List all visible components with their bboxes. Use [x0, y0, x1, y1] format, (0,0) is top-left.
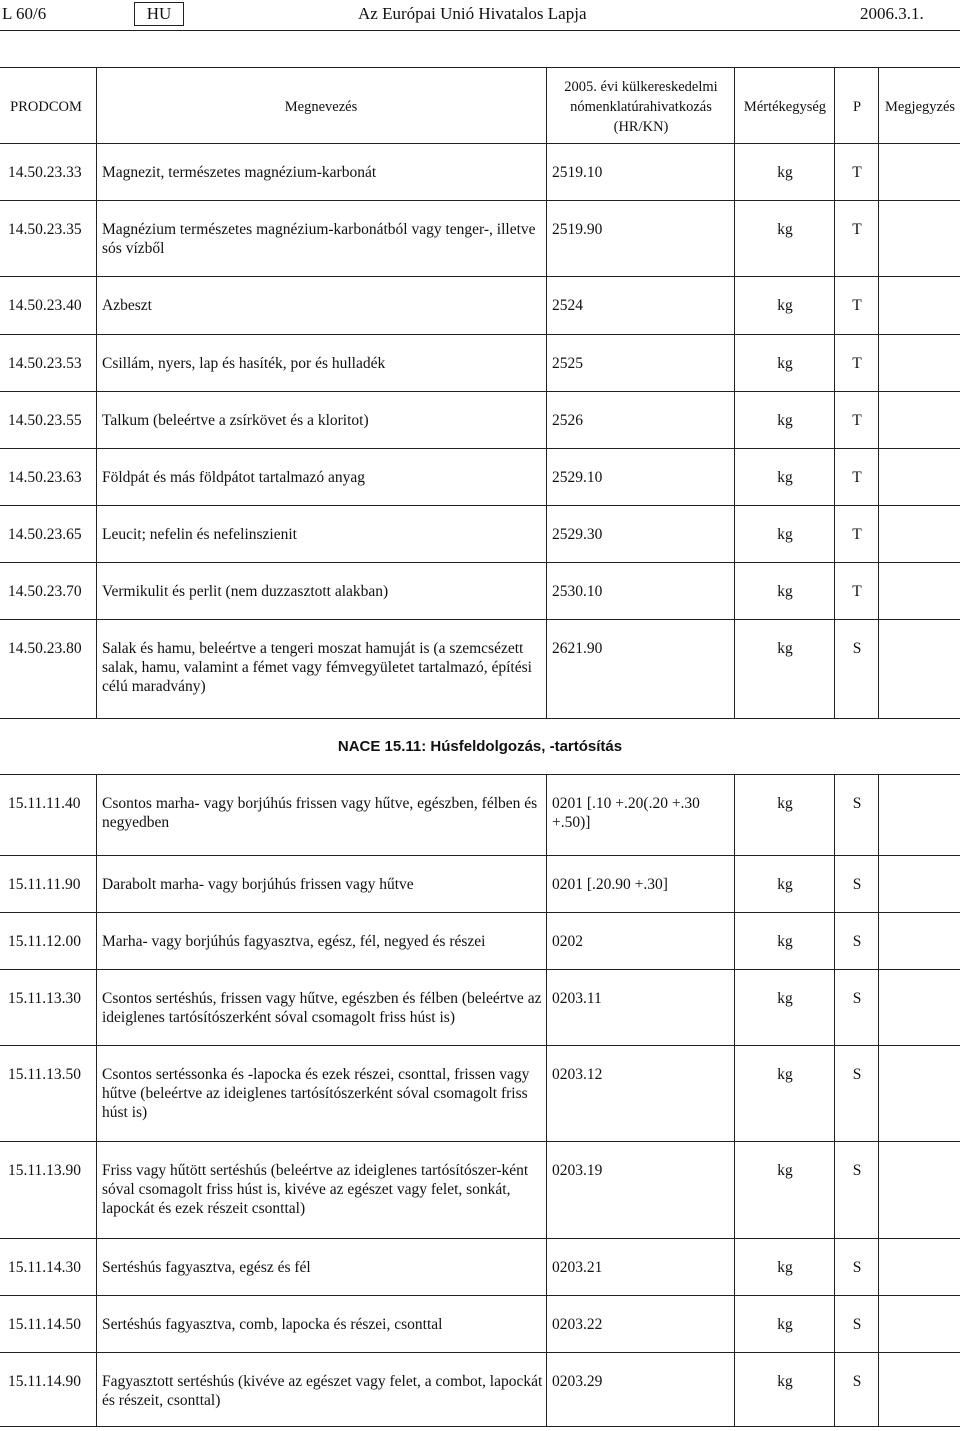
header-prodcom: PRODCOM — [10, 99, 82, 115]
cell-p: S — [852, 795, 862, 812]
cell-unit: kg — [777, 990, 793, 1007]
section-title: NACE 15.11: Húsfeldolgozás, -tartósítás — [337, 738, 623, 755]
column-divider — [96, 1045, 97, 1141]
language-badge: HU — [134, 2, 184, 26]
column-divider — [878, 562, 879, 619]
column-divider — [734, 969, 735, 1045]
column-divider — [546, 774, 547, 855]
column-divider — [96, 200, 97, 276]
cell-name: Azbeszt — [102, 297, 152, 314]
cell-cn: 0203.11 — [552, 990, 602, 1007]
cell-p: S — [852, 1162, 862, 1179]
header-note: Megjegyzés — [884, 99, 956, 115]
cell-cn: 2526 — [552, 412, 583, 429]
cell-cn: 2529.10 — [552, 469, 603, 486]
journal-title: Az Európai Unió Hivatalos Lapja — [358, 4, 587, 23]
column-divider — [96, 276, 97, 334]
column-divider — [734, 1295, 735, 1352]
cell-name: Magnezit, természetes magnézium-karbonát — [102, 164, 377, 181]
column-divider — [96, 334, 97, 391]
header-bottom-border — [0, 143, 960, 144]
cell-name: Marha- vagy borjúhús fagyasztva, egész, fél, negyed és részei — [102, 933, 486, 950]
page-header — [0, 0, 960, 30]
cell-p: S — [852, 1066, 862, 1083]
column-divider — [878, 912, 879, 969]
cell-cn: 0203.21 — [552, 1259, 603, 1276]
cell-cn: 0202 — [552, 933, 583, 950]
cell-unit: kg — [777, 469, 793, 486]
column-divider — [878, 619, 879, 718]
column-divider — [834, 1045, 835, 1141]
column-divider — [878, 334, 879, 391]
header-column-divider — [546, 67, 547, 143]
column-divider — [546, 276, 547, 334]
column-divider — [546, 855, 547, 912]
cell-p: T — [852, 164, 862, 181]
header-column-divider — [878, 67, 879, 143]
column-divider — [546, 1141, 547, 1238]
column-divider — [546, 912, 547, 969]
row-divider — [0, 855, 960, 856]
column-divider — [878, 969, 879, 1045]
cell-unit: kg — [777, 1259, 793, 1276]
cell-code: 15.11.14.50 — [8, 1316, 82, 1333]
header-unit: Mértékegység — [743, 99, 827, 115]
column-divider — [734, 912, 735, 969]
cell-cn: 0201 [.10 +.20(.20 +.30 +.50)] — [552, 795, 700, 831]
cell-cn: 2530.10 — [552, 583, 603, 600]
cell-p: S — [852, 640, 862, 657]
row-divider — [0, 1295, 960, 1296]
cell-unit: kg — [777, 1373, 793, 1390]
column-divider — [546, 1352, 547, 1426]
cell-cn: 0201 [.20.90 +.30] — [552, 876, 668, 893]
cell-code: 14.50.23.80 — [8, 640, 82, 657]
column-divider — [734, 391, 735, 448]
column-divider — [734, 1238, 735, 1295]
cell-p: T — [852, 412, 862, 429]
row-divider — [0, 1426, 960, 1427]
cell-cn: 0203.29 — [552, 1373, 603, 1390]
cell-name: Darabolt marha- vagy borjúhús frissen vagy hűtve — [102, 876, 414, 893]
cell-cn: 2529.30 — [552, 526, 603, 543]
cell-unit: kg — [777, 297, 793, 314]
cell-p: S — [852, 876, 862, 893]
cell-p: S — [852, 1316, 862, 1333]
column-divider — [834, 505, 835, 562]
column-divider — [834, 276, 835, 334]
cell-name: Leucit; nefelin és nefelinszienit — [102, 526, 297, 543]
row-divider — [0, 391, 960, 392]
column-divider — [546, 1045, 547, 1141]
row-divider — [0, 969, 960, 970]
cell-name: Sertéshús fagyasztva, comb, lapocka és részei, csonttal — [102, 1316, 443, 1333]
cell-name: Csontos marha- vagy borjúhús frissen vagy hűtve, egészben, félben és negyedben — [102, 795, 538, 831]
column-divider — [734, 562, 735, 619]
column-divider — [96, 505, 97, 562]
column-divider — [834, 1141, 835, 1238]
column-divider — [834, 855, 835, 912]
cell-code: 15.11.14.90 — [8, 1373, 82, 1390]
cell-name: Magnézium természetes magnézium-karbonátból vagy tenger-, illetve sós vízből — [102, 221, 536, 257]
row-divider — [0, 718, 960, 719]
table-top-border — [0, 67, 960, 68]
column-divider — [834, 774, 835, 855]
cell-code: 15.11.13.90 — [8, 1162, 82, 1179]
row-divider — [0, 562, 960, 563]
cell-name: Salak és hamu, beleértve a tengeri moszat hamuját is (a szemcsézett salak, hamu, valamint a fémet vagy fémvegyületet tartalmazó, építési célú maradvány) — [102, 640, 532, 695]
column-divider — [734, 334, 735, 391]
cell-code: 15.11.12.00 — [8, 933, 82, 950]
column-divider — [96, 391, 97, 448]
cell-name: Sertéshús fagyasztva, egész és fél — [102, 1259, 311, 1276]
column-divider — [878, 448, 879, 505]
column-divider — [834, 448, 835, 505]
cell-p: T — [852, 583, 862, 600]
header-column-divider — [834, 67, 835, 143]
cell-p: S — [852, 933, 862, 950]
column-divider — [734, 143, 735, 200]
column-divider — [546, 505, 547, 562]
cell-unit: kg — [777, 1316, 793, 1333]
cell-code: 14.50.23.65 — [8, 526, 82, 543]
row-divider — [0, 334, 960, 335]
cell-code: 14.50.23.70 — [8, 583, 82, 600]
row-divider — [0, 1141, 960, 1142]
cell-cn: 0203.22 — [552, 1316, 603, 1333]
cell-p: S — [852, 1373, 862, 1390]
header-p: P — [852, 99, 862, 115]
cell-name: Csontos sertéssonka és -lapocka és ezek részei, csonttal, frissen vagy hűtve (beleértve az ideiglenes tartósítószerként sóval csomagolt friss húst is) — [102, 1066, 530, 1121]
cell-unit: kg — [777, 164, 793, 181]
row-divider — [0, 1238, 960, 1239]
column-divider — [96, 1238, 97, 1295]
cell-unit: kg — [777, 583, 793, 600]
column-divider — [878, 143, 879, 200]
column-divider — [546, 562, 547, 619]
column-divider — [878, 391, 879, 448]
column-divider — [834, 969, 835, 1045]
column-divider — [96, 1352, 97, 1426]
column-divider — [546, 619, 547, 718]
column-divider — [546, 969, 547, 1045]
column-divider — [546, 1295, 547, 1352]
column-divider — [878, 855, 879, 912]
cell-name: Talkum (beleértve a zsírkövet és a kloritot) — [102, 412, 369, 429]
column-divider — [96, 143, 97, 200]
column-divider — [878, 276, 879, 334]
row-divider — [0, 1045, 960, 1046]
column-divider — [878, 1141, 879, 1238]
column-divider — [546, 448, 547, 505]
column-divider — [878, 1352, 879, 1426]
publication-date: 2006.3.1. — [860, 4, 924, 23]
cell-code: 14.50.23.53 — [8, 355, 82, 372]
column-divider — [96, 774, 97, 855]
cell-p: T — [852, 355, 862, 372]
cell-cn: 2519.90 — [552, 221, 603, 238]
cell-unit: kg — [777, 1066, 793, 1083]
row-divider — [0, 505, 960, 506]
cell-code: 15.11.13.30 — [8, 990, 82, 1007]
column-divider — [878, 1295, 879, 1352]
cell-p: T — [852, 221, 862, 238]
column-divider — [834, 391, 835, 448]
column-divider — [834, 619, 835, 718]
cell-p: T — [852, 469, 862, 486]
header-hs-cn: 2005. évi külkereskedelmi nómenklatúrahivatkozás (HR/KN) — [564, 79, 718, 135]
cell-code: 14.50.23.40 — [8, 297, 82, 314]
cell-name: Csontos sertéshús, frissen vagy hűtve, egészben és félben (beleértve az ideiglenes tartósítószerként sóval csomagolt friss húst is) — [102, 990, 542, 1026]
column-divider — [546, 1238, 547, 1295]
column-divider — [834, 143, 835, 200]
column-divider — [834, 562, 835, 619]
section-rule — [0, 774, 960, 775]
cell-unit: kg — [777, 640, 793, 657]
row-divider — [0, 1352, 960, 1353]
column-divider — [734, 855, 735, 912]
column-divider — [734, 1141, 735, 1238]
header-column-divider — [96, 67, 97, 143]
column-divider — [96, 969, 97, 1045]
column-divider — [96, 1295, 97, 1352]
cell-code: 14.50.23.55 — [8, 412, 82, 429]
column-divider — [96, 448, 97, 505]
cell-code: 15.11.11.40 — [8, 795, 81, 812]
cell-unit: kg — [777, 355, 793, 372]
column-divider — [546, 200, 547, 276]
column-divider — [734, 1352, 735, 1426]
page-number: L 60/6 — [2, 4, 47, 23]
column-divider — [878, 505, 879, 562]
column-divider — [834, 912, 835, 969]
row-divider — [0, 619, 960, 620]
header-name: Megnevezés — [284, 99, 358, 115]
cell-name: Csillám, nyers, lap és hasíték, por és hulladék — [102, 355, 386, 372]
column-divider — [878, 774, 879, 855]
row-divider — [0, 448, 960, 449]
column-divider — [96, 562, 97, 619]
column-divider — [878, 1045, 879, 1141]
cell-name: Földpát és más földpátot tartalmazó anyag — [102, 469, 365, 486]
cell-code: 14.50.23.63 — [8, 469, 82, 486]
column-divider — [546, 143, 547, 200]
column-divider — [734, 448, 735, 505]
column-divider — [96, 855, 97, 912]
cell-cn: 2519.10 — [552, 164, 603, 181]
cell-unit: kg — [777, 221, 793, 238]
row-divider — [0, 200, 960, 201]
column-divider — [734, 774, 735, 855]
column-divider — [734, 276, 735, 334]
cell-p: T — [852, 526, 862, 543]
column-divider — [734, 200, 735, 276]
cell-p: T — [852, 297, 862, 314]
cell-cn: 0203.12 — [552, 1066, 603, 1083]
column-divider — [878, 200, 879, 276]
column-divider — [834, 1352, 835, 1426]
column-divider — [834, 334, 835, 391]
cell-code: 14.50.23.33 — [8, 164, 82, 181]
cell-code: 14.50.23.35 — [8, 221, 82, 238]
column-divider — [734, 505, 735, 562]
cell-unit: kg — [777, 526, 793, 543]
row-divider — [0, 912, 960, 913]
header-rule — [0, 30, 960, 31]
column-divider — [734, 1045, 735, 1141]
cell-code: 15.11.13.50 — [8, 1066, 82, 1083]
row-divider — [0, 276, 960, 277]
cell-cn: 2525 — [552, 355, 583, 372]
cell-code: 15.11.11.90 — [8, 876, 81, 893]
column-divider — [878, 1238, 879, 1295]
cell-unit: kg — [777, 933, 793, 950]
cell-p: S — [852, 1259, 862, 1276]
column-divider — [546, 334, 547, 391]
column-divider — [546, 391, 547, 448]
cell-name: Vermikulit és perlit (nem duzzasztott alakban) — [102, 583, 389, 600]
column-divider — [96, 619, 97, 718]
cell-code: 15.11.14.30 — [8, 1259, 82, 1276]
cell-name: Friss vagy hűtött sertéshús (beleértve az ideiglenes tartósítószer-ként sóval csomagolt friss húst is, kivéve az egészet vagy felet, sonkát, lapockát és ezek részeit csonttal) — [102, 1162, 529, 1217]
column-divider — [834, 1238, 835, 1295]
column-divider — [834, 200, 835, 276]
column-divider — [734, 619, 735, 718]
column-divider — [96, 912, 97, 969]
column-divider — [834, 1295, 835, 1352]
cell-unit: kg — [777, 876, 793, 893]
cell-p: S — [852, 990, 862, 1007]
cell-unit: kg — [777, 795, 793, 812]
column-divider — [96, 1141, 97, 1238]
cell-cn: 2524 — [552, 297, 583, 314]
cell-cn: 2621.90 — [552, 640, 603, 657]
cell-unit: kg — [777, 1162, 793, 1179]
cell-cn: 0203.19 — [552, 1162, 603, 1179]
cell-name: Fagyasztott sertéshús (kivéve az egészet vagy felet, a combot, lapockát és részeit, csonttal) — [102, 1373, 543, 1409]
header-column-divider — [734, 67, 735, 143]
cell-unit: kg — [777, 412, 793, 429]
